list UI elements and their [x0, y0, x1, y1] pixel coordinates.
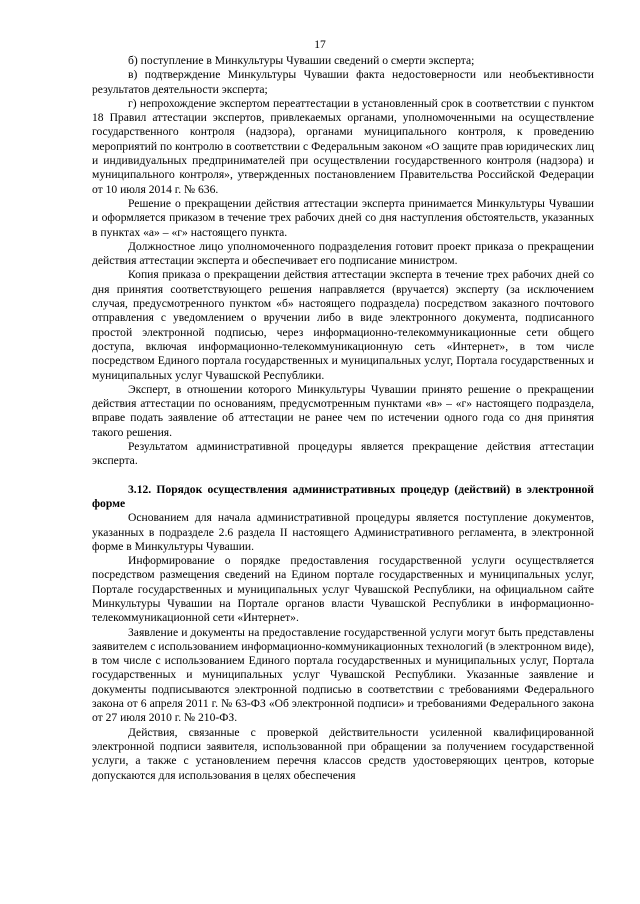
paragraph-item-g: г) непрохождение экспертом переаттестации в установленный срок в соответствии с пунктом 18 Правил аттестации экспертов, привлекаемых органами, уполномоченными на осуществление государственного контроля (надзора), органами муниципального контроля, к проведению мероприятий по контролю в соответствии с Федеральным законом «О защите прав юридических лиц и индивидуальных предпринимателей при осуществлении государственного контроля (надзора) и муниципального контроля», утвержденных постановлением Правительства Российской Федерации от 10 июля 2014 г. № 636.: [92, 96, 594, 196]
paragraph-signature-check: Действия, связанные с проверкой действительности усиленной квалифицированной электронной подписи заявителя, использованной при обращении за получением государственной услуги, а также с установлением перечня классов средств удостоверяющих центров, которые допускаются для использования в целях обеспечения: [92, 725, 594, 782]
paragraph-electronic-submission: Заявление и документы на предоставление государственной услуги могут быть представлены заявителем с использованием информационно-коммуникационных технологий (в электронном виде), в том числе с использованием Единого портала государственных и муниципальных услуг, Портала государственных и муниципальных услуг Чувашской Республики. Указанные заявление и документы подписываются электронной подписью в соответствии с требованиями Федерального закона от 6 апреля 2011 г. № 63-ФЗ «Об электронной подписи» и требованиями Федерального закона от 27 июля 2010 г. № 210-ФЗ.: [92, 625, 594, 725]
paragraph-termination-decision: Решение о прекращении действия аттестации эксперта принимается Минкультуры Чувашии и оформляется приказом в течение трех рабочих дней со дня наступления обстоятельств, указанных в пунктах «а» – «г» настоящего пункта.: [92, 196, 594, 239]
paragraph-item-v: в) подтверждение Минкультуры Чувашии факта недостоверности или необъективности результатов деятельности эксперта;: [92, 68, 594, 96]
paragraph-order-draft: Должностное лицо уполномоченного подразделения готовит проект приказа о прекращении действия аттестации эксперта и обеспечивает его подписание министром.: [92, 239, 594, 268]
paragraph-reapplication: Эксперт, в отношении которого Минкультуры Чувашии принято решение о прекращении действия аттестации по основаниям, предусмотренным пунктами «в» – «г» настоящего подраздела, вправе подать заявление об аттестации не ранее чем по истечении одного года со дня принятия такого решения.: [92, 382, 594, 439]
page-number: 17: [314, 38, 326, 51]
paragraph-order-copy: Копия приказа о прекращении действия аттестации эксперта в течение трех рабочих дней со дня принятия соответствующего решения направляется (вручается) эксперту (за исключением случая, предусмотренного пунктом «б» настоящего подраздела) посредством заказного почтового отправления с уведомлением о вручении либо в виде электронного документа, подписанного простой электронной подписью, через информационно-телекоммуникационные сети общего доступа, включая информационно-телекоммуникационную сеть «Интернет», в том числе посредством Единого портала государственных и муниципальных услуг, Портала государственных и муниципальных услуг Чувашской Республики.: [92, 268, 594, 382]
paragraph-informing: Информирование о порядке предоставления государственной услуги осуществляется посредством размещения сведений на Едином портале государственных и муниципальных услуг, Портале государственных и муниципальных услуг Чувашской Республики, на официальном сайте Минкультуры Чувашии на Портале органов власти Чувашской Республики в информационно-телекоммуникационной сети «Интернет».: [92, 554, 594, 625]
paragraph-item-b: б) поступление в Минкультуры Чувашии сведений о смерти эксперта;: [128, 54, 475, 67]
section-heading: 3.12. Порядок осуществления административных процедур (действий) в электронной форме: [92, 482, 594, 510]
paragraph-result: Результатом административной процедуры является прекращение действия аттестации эксперта.: [92, 440, 594, 468]
paragraph-basis: Основанием для начала административной процедуры является поступление документов, указанных в подразделе 2.6 раздела II настоящего Административного регламента, в электронной форме в Минкультуры Чувашии.: [92, 511, 594, 553]
document-body: [92, 54, 594, 783]
